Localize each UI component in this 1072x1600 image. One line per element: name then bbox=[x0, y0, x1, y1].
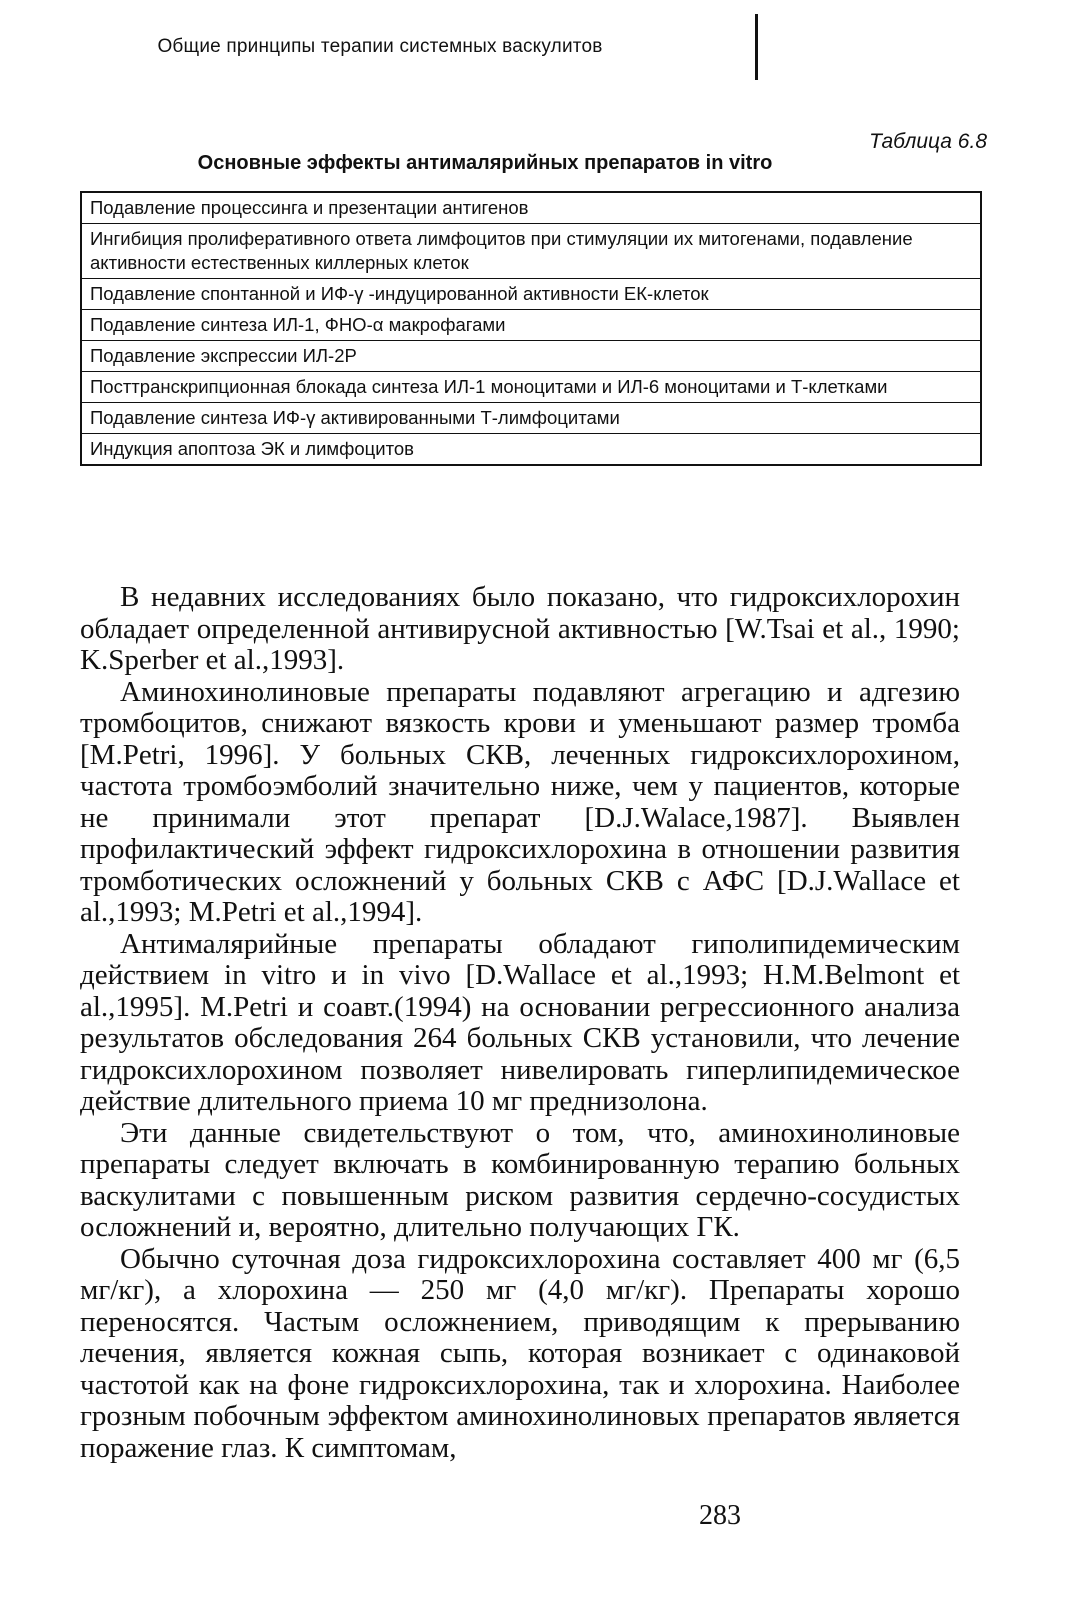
table-cell: Ингибиция пролиферативного ответа лимфоцитов при стимуляции их митогенами, подавление активности естественных киллерных клеток bbox=[81, 224, 981, 279]
paragraph: Эти данные свидетельствуют о том, что, аминохинолиновые препараты следует включать в комбинированную терапию больных васкулитами с повышенным риском развития сердечно-сосудистых осложнений и, вероятно, длительно получающих ГК. bbox=[80, 1116, 960, 1243]
effects-table bbox=[80, 191, 982, 466]
paragraph: В недавних исследованиях было показано, что гидроксихлорохин обладает определенной антивирусной активностью [W.Tsai et al., 1990; K.Sperber et al.,1993]. bbox=[80, 581, 960, 676]
table-row bbox=[81, 403, 981, 434]
table-row bbox=[81, 224, 981, 279]
table-cell: Подавление синтеза ИФ-γ активированными Т-лимфоцитами bbox=[81, 403, 981, 434]
table-cell: Подавление процессинга и презентации антигенов bbox=[90, 197, 529, 218]
table-cell: Подавление спонтанной и ИФ-γ -индуцированной активности ЕК-клеток bbox=[81, 279, 981, 310]
table-cell: Подавление экспрессии ИЛ-2Р bbox=[81, 341, 981, 372]
header-rule bbox=[755, 14, 758, 80]
table-row bbox=[81, 372, 981, 403]
page-number: 283 bbox=[699, 1500, 741, 1531]
table-cell: Подавление синтеза ИЛ-1, ФНО-α макрофагами bbox=[81, 310, 981, 341]
body-text bbox=[80, 582, 960, 1464]
table-cell: Индукция апоптоза ЭК и лимфоцитов bbox=[81, 434, 981, 466]
table-row bbox=[81, 192, 981, 224]
table-title: Основные эффекты антималярийных препаратов in vitro bbox=[197, 152, 773, 174]
table-number: Таблица 6.8 bbox=[869, 130, 987, 153]
running-header: Общие принципы терапии системных васкулитов bbox=[157, 36, 603, 57]
table-row bbox=[81, 279, 981, 310]
paragraph: Антималярийные препараты обладают гиполипидемическим действием in vitro и in vivo [D.Wallace et al.,1993; H.M.Belmont et al.,1995]. M.Petri и соавт.(1994) на основании регрессионного анализа результатов обследования 264 больных СКВ установили, что лечение гидроксихлорохином позволяет нивелировать гиперлипидемическое действие длительного приема 10 мг преднизолона. bbox=[80, 927, 960, 1117]
table-row bbox=[81, 341, 981, 372]
paragraph: Обычно суточная доза гидроксихлорохина составляет 400 мг (6,5 мг/кг), а хлорохина — 250 мг (4,0 мг/кг). Препараты хорошо переносятся. Частым осложнением, приводящим к прерыванию лечения, является кожная сыпь, которая возникает с одинаковой частотой как на фоне гидроксихлорохина, так и хлорохина. Наиболее грозным побочным эффектом аминохинолиновых препаратов является поражение глаз. К симптомам, bbox=[80, 1242, 960, 1464]
table-row bbox=[81, 310, 981, 341]
table-row bbox=[81, 434, 981, 466]
paragraph: Аминохинолиновые препараты подавляют агрегацию и адгезию тромбоцитов, снижают вязкость крови и уменьшают размер тромба [M.Petri, 1996]. У больных СКВ, леченных гидроксихлорохином, частота тромбоэмболий значительно ниже, чем у пациентов, которые не принимали этот препарат [D.J.Walace,1987]. Выявлен профилактический эффект гидроксихлорохина в отношении развития тромботических осложнений у больных СКВ с АФС [D.J.Wallace et al.,1993; M.Petri et al.,1994]. bbox=[80, 675, 960, 928]
table-cell: Посттранскрипционная блокада синтеза ИЛ-1 моноцитами и ИЛ-6 моноцитами и Т-клетками bbox=[81, 372, 981, 403]
